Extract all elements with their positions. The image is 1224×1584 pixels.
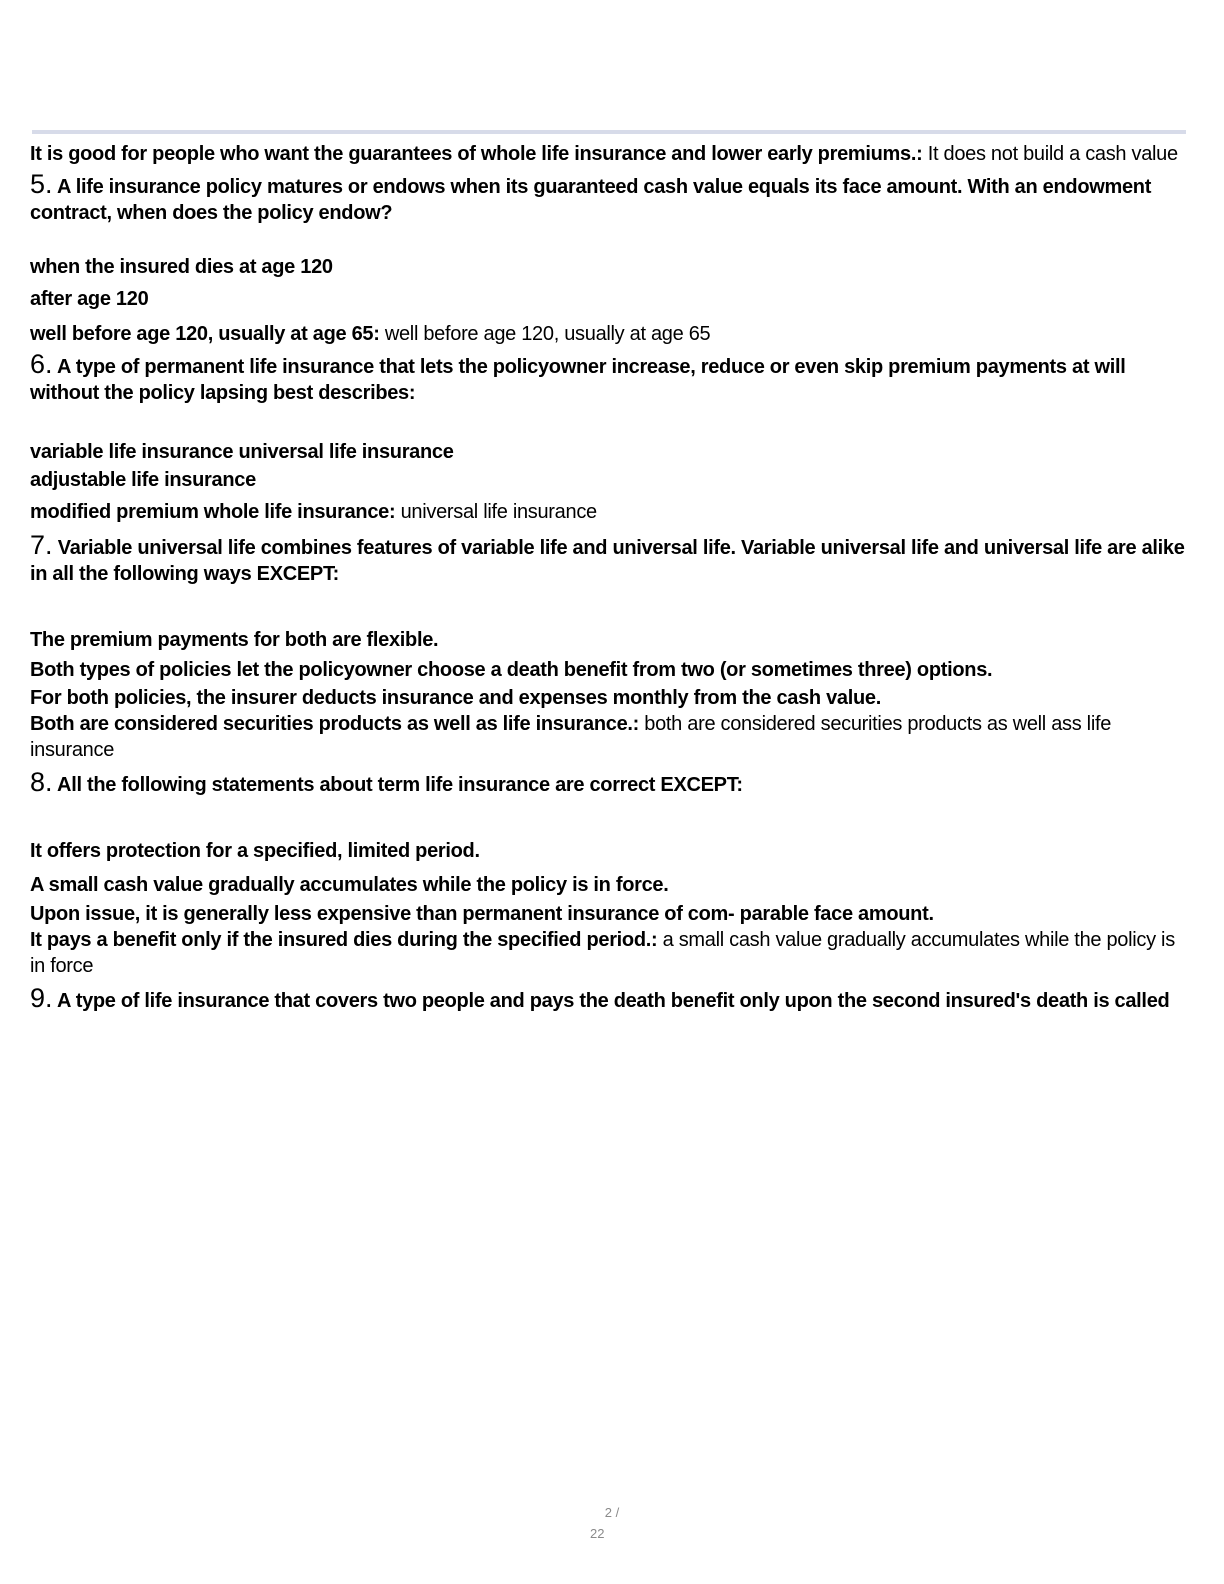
answer: both are considered securities products as well ass life insurance	[30, 713, 1112, 761]
question-8	[30, 769, 1186, 979]
question-number: 9.	[30, 983, 53, 1013]
answer-line	[30, 499, 1186, 525]
option: variable life insurance universal life insurance	[30, 441, 454, 463]
option: after age 120	[30, 288, 149, 310]
intro-line	[30, 141, 1186, 167]
question-7	[30, 532, 1186, 763]
answer-line	[30, 927, 1186, 979]
question-7-prompt	[30, 532, 1186, 587]
option: Both are considered securities products as well as life insurance.:	[30, 713, 640, 735]
option: For both policies, the insurer deducts insurance and expenses monthly from the cash value.	[30, 687, 881, 709]
answer-line	[30, 321, 1186, 347]
option: It offers protection for a specified, limited period.	[30, 840, 480, 862]
option: It pays a benefit only if the insured dies during the specified period.:	[30, 929, 658, 951]
option: Upon issue, it is generally less expensive than permanent insurance of com- parable face amount.	[30, 903, 934, 925]
question-number: 5.	[30, 169, 53, 199]
question-9	[30, 985, 1186, 1014]
intro-statement: It is good for people who want the guarantees of whole life insurance and lower early premiums.:	[30, 143, 923, 165]
question-number: 7.	[30, 530, 53, 560]
option: well before age 120, usually at age 65:	[30, 323, 380, 345]
intro-answer: It does not build a cash value	[922, 143, 1178, 165]
question-6	[30, 351, 1186, 525]
question-text: A type of life insurance that covers two people and pays the death benefit only upon the second insured's death is called	[52, 990, 1170, 1012]
answer: a small cash value gradually accumulates while the policy is in force	[30, 929, 1175, 977]
question-8-prompt	[30, 769, 1186, 798]
question-6-prompt	[30, 351, 1186, 406]
question-9-prompt	[30, 985, 1186, 1014]
answer: universal life insurance	[395, 501, 597, 523]
question-number: 8.	[30, 767, 53, 797]
header-divider	[32, 130, 1186, 134]
page-number: 2 /	[604, 1505, 620, 1520]
question-number: 6.	[30, 349, 53, 379]
option: A small cash value gradually accumulates while the policy is in force.	[30, 874, 669, 896]
option: Both types of policies let the policyowner choose a death benefit from two (or sometimes three) options.	[30, 659, 993, 681]
question-text: Variable universal life combines features of variable life and universal life. Variable universal life and universal life are alike in all the following ways EXCEPT:	[30, 537, 1185, 585]
page-total: 22	[590, 1526, 605, 1541]
option: adjustable life insurance	[30, 469, 256, 491]
question-5-prompt	[30, 171, 1186, 226]
option: The premium payments for both are flexible.	[30, 629, 439, 651]
question-5	[30, 171, 1186, 347]
answer: well before age 120, usually at age 65	[379, 323, 711, 345]
document-body	[30, 141, 1186, 1014]
answer-line	[30, 711, 1186, 763]
question-text: A type of permanent life insurance that lets the policyowner increase, reduce or even skip premium payments at will without the policy lapsing best describes:	[30, 356, 1126, 404]
option: when the insured dies at age 120	[30, 256, 333, 278]
question-text: All the following statements about term life insurance are correct EXCEPT:	[52, 774, 743, 796]
question-text: A life insurance policy matures or endows when its guaranteed cash value equals its face amount. With an endowment contract, when does the policy endow?	[30, 176, 1152, 224]
option: modified premium whole life insurance:	[30, 501, 396, 523]
